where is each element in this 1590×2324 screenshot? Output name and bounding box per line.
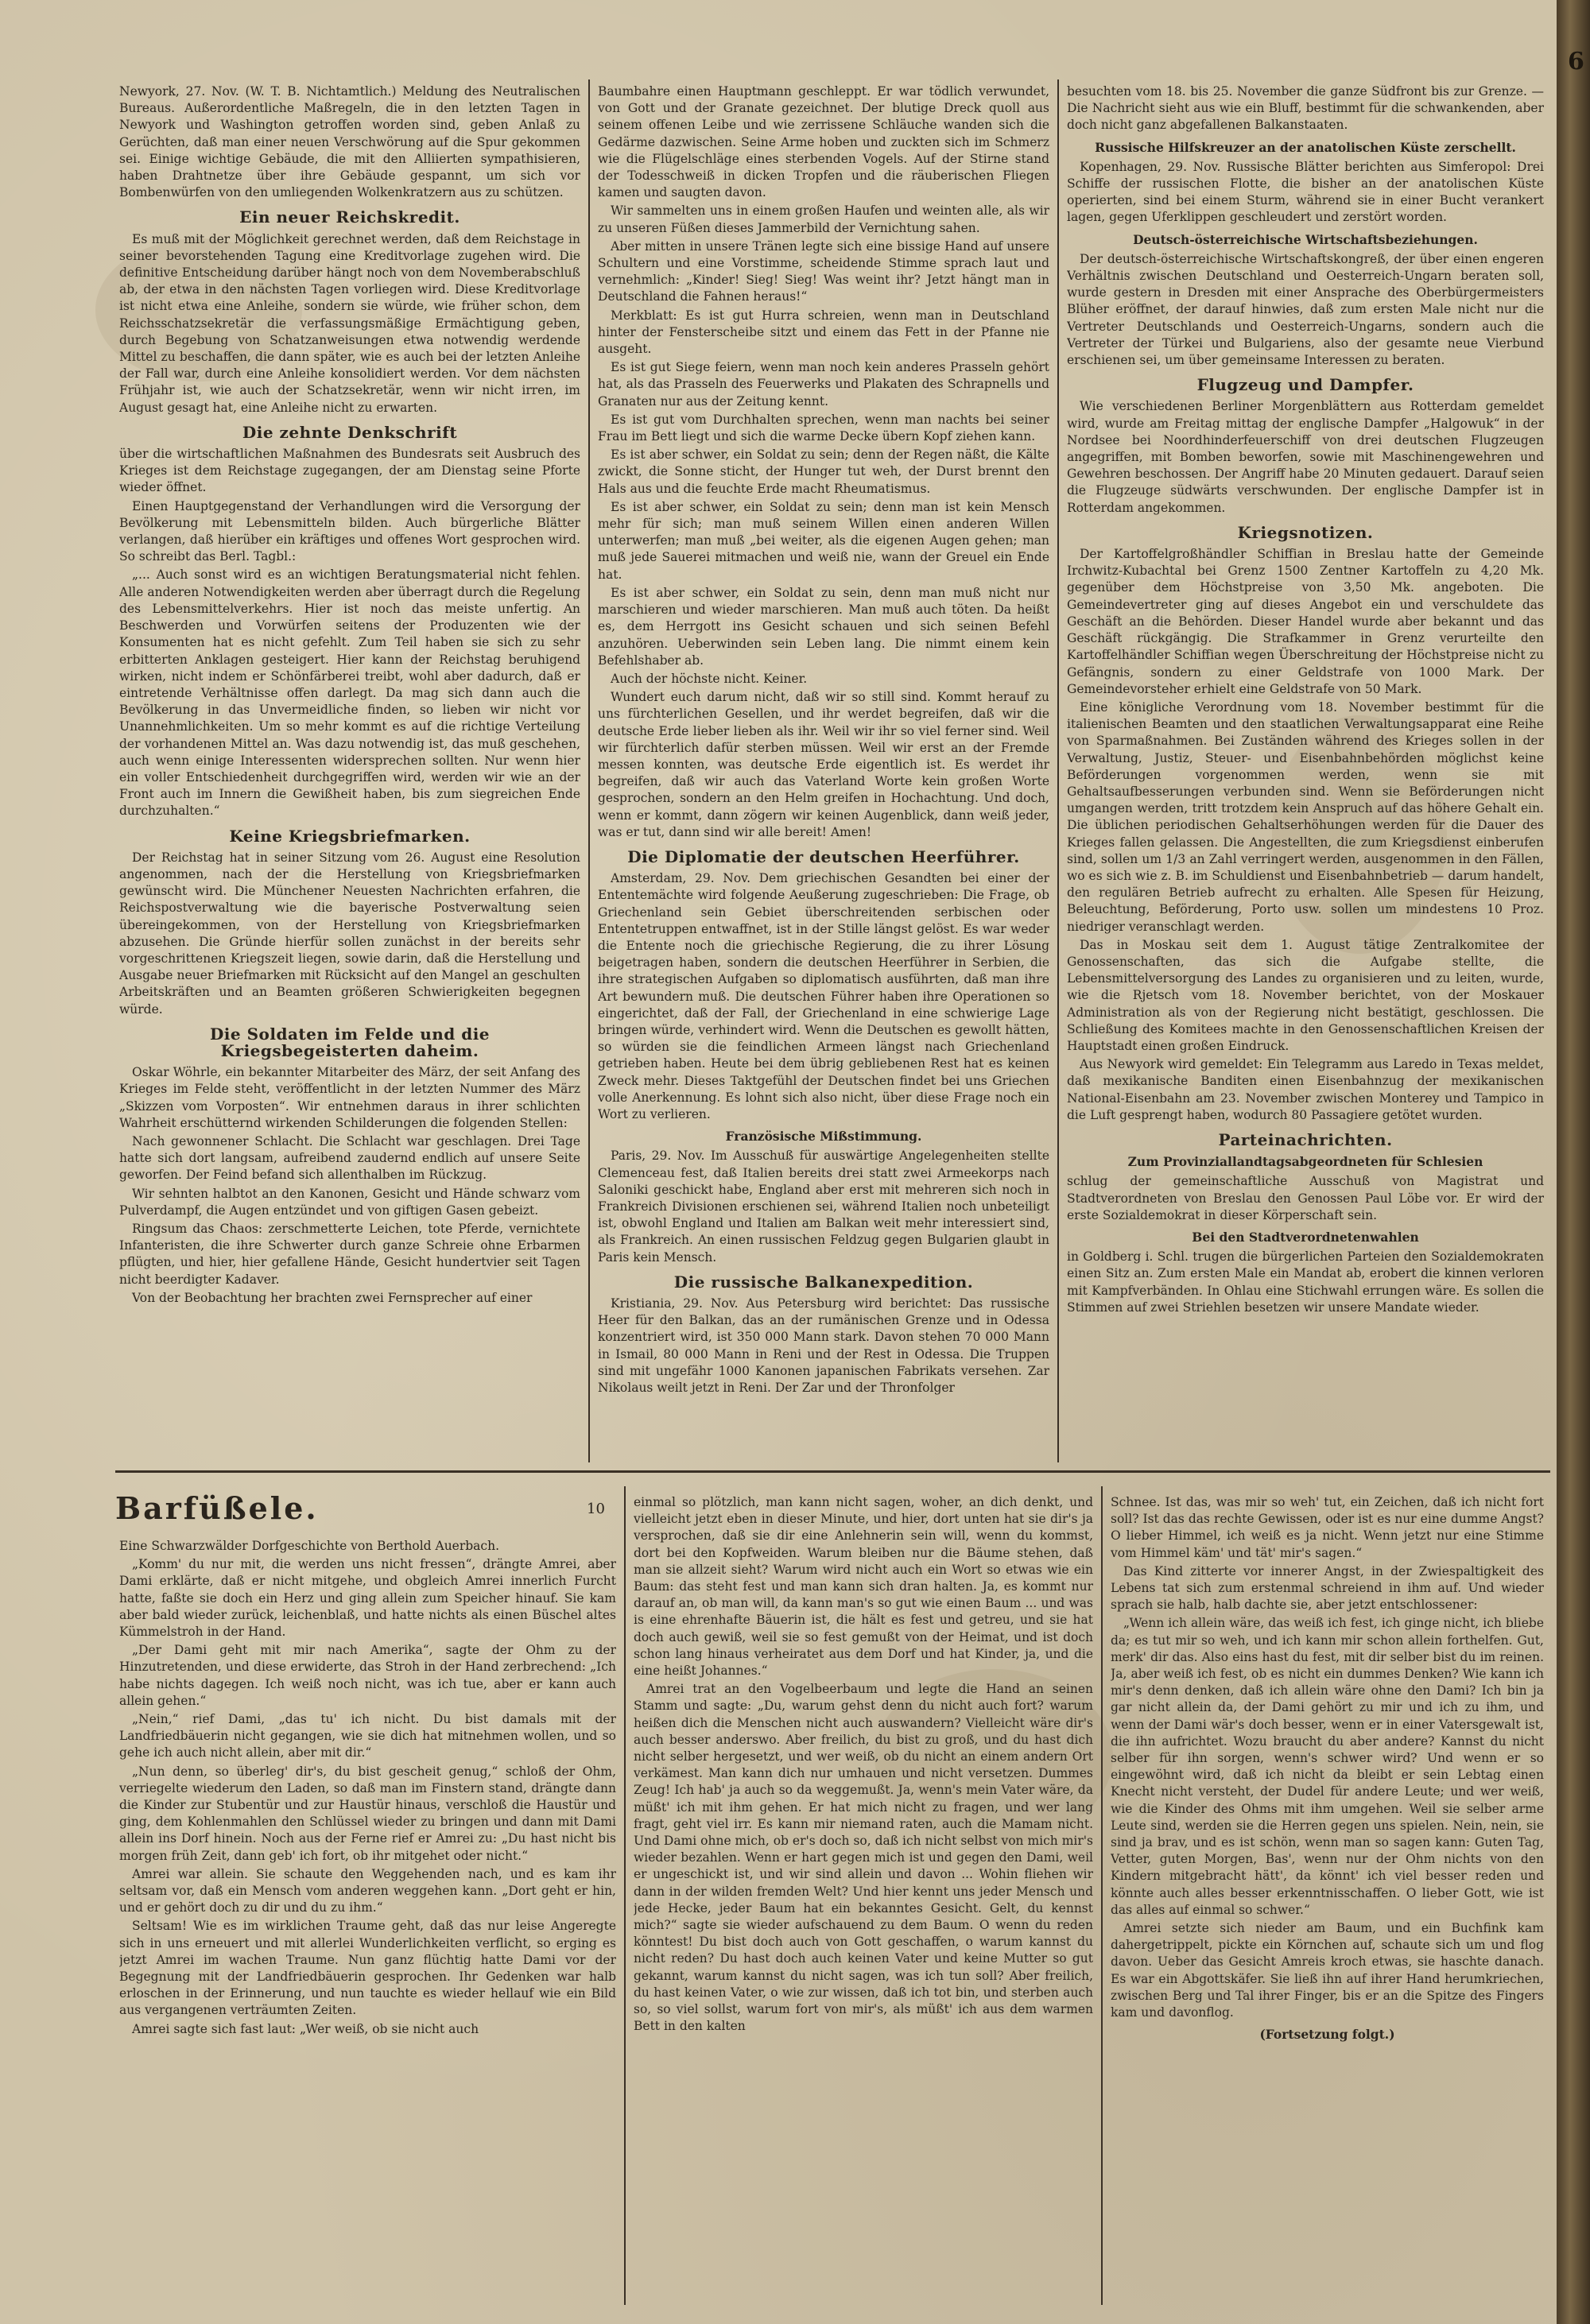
news-paragraph: Einen Hauptgegenstand der Verhandlungen wird die Versorgung der Bevölkerung mit Lebensmitteln bilden. Auch bürgerliche Blätter verlangen, daß hierüber ein kräftiges und offenes Wort gesprochen wird. So schreibt das Berl. Tagbl.: <box>119 498 580 564</box>
news-paragraph: Aus Newyork wird gemeldet: Ein Telegramm aus Laredo in Texas meldet, daß mexikanische Banditen einen Eisenbahnzug der mexikanischen National-Eisenbahn am 23. November zwischen Monterey und Tampico in die Luft gesprengt haben, wodurch 80 Passagiere getötet wurden. <box>1067 1057 1544 1122</box>
feuilleton-title: Barfüßele. <box>115 1490 319 1526</box>
news-paragraph: Paris, 29. Nov. Im Ausschuß für auswärtige Angelegenheiten stellte Clemenceau fest, daß Italien bereits drei statt zwei Armeekorps nach Saloniki geschickt habe, England aber erst mit mehreren sich noch in Frankreich Divisionen erschienen sei, während Italien noch unbeteiligt ist, obwohl England und Italien am Balkan weit mehr interessiert sind, als Frankreich. An einen russischen Feldzug gegen Bulgarien glaubt in Paris kein Mensch. <box>598 1148 1049 1265</box>
news-paragraph: „... Auch sonst wird es an wichtigen Beratungsmaterial nicht fehlen. Alle anderen Notwendigkeiten werden aber überragt durch die Regelung des Lebensmittelverkehrs. Hier ist noch das meiste unfertig. An Beschwerden und Vorwürfen seitens der Produzenten wie der Konsumenten hat es nicht gefehlt. Zum Teil haben sie sich zu sehr erbitterten Anklagen gesteigert. Hier kann der Reichstag beruhigend wirken, nicht indem er Schönfärberei treibt, wohl aber dadurch, daß er eintretende Verhältnisse offen darlegt. Da mag sich dann auch die Bevölkerung in das Unvermeidliche finden, so lieben wir nicht vor Unannehmlichkeiten. Um so mehr kommt es auf die richtige Verteilung der vorhandenen Mittel an. Was dazu notwendig ist, das muß geschehen, auch wenn einige Interessenten widersprechen sollten. Nur wenn hier ein voller Entschiedenheit durchgegriffen wird, werden wir wie an der Front auch im Innern die Gewißheit haben, bis zum siegreichen Ende durchzuhalten.“ <box>119 567 580 819</box>
byline: Eine Schwarzwälder Dorfgeschichte von Berthold Auerbach. <box>119 1539 500 1553</box>
column-2 <box>598 83 1049 1466</box>
column-rule <box>1101 1486 1103 2305</box>
news-paragraph: Eine königliche Verordnung vom 18. November bestimmt für die italienischen Beamten und den staatlichen Verwaltungsapparat eine Reihe von Sparmaßnahmen. Bei Zuständen während des Krieges sollen in der Verwaltung, Justiz, Steuer- und Eisenbahnbehörden möglichst keine Beförderungen vorgenommen werden, wenn sie mit Gehaltsaufbesserungen verbunden sind. Wenn sie Beförderungen nicht umgangen werden, tritt trotzdem kein Anspruch auf das höhere Gehalt ein. Die üblichen periodischen Gehaltserhöhungen werden für die Dauer des Krieges fallen gelassen. Die Angestellten, die zum Kriegsdienst einberufen sind, sollen um 1/3 an Zahl verringert werden, ausgenommen in den Fällen, wo es sich wie z. B. im Schuldienst und Eisenbahnbetrieb — darum handelt, den regulären Betrieb aufrecht zu erhalten. Alle Spesen für Heizung, Beleuchtung, Beförderung, Porto usw. sollen um mindestens 10 Proz. niedriger veranschlagt werden. <box>1067 699 1544 934</box>
headline: Französische Mißstimmung. <box>725 1129 922 1145</box>
headline: Die zehnte Denkschrift <box>242 422 458 442</box>
news-paragraph: Wir sehnten halbtot an den Kanonen, Gesicht und Hände schwarz vom Pulverdampf, die Augen entzündet und von giftigen Gasen gebeizt. <box>119 1186 580 1218</box>
story-paragraph: Amrei war allein. Sie schaute den Weggehenden nach, und es kam ihr seltsam vor, daß ein Mensch vom anderen weggehen kann. „Dort geht er hin, und er gehört doch zu dir und du zu ihm.“ <box>119 1866 616 1915</box>
column-rule <box>588 79 590 1462</box>
subheadline: Zum Provinziallandtagsabgeordneten für Schlesien <box>1127 1154 1483 1170</box>
story-paragraph: Amrei setzte sich nieder am Baum, und ein Buchfink kam dahergetrippelt, pickte ein Körnchen auf, schaute sich um und flog davon. Ueber das Gesicht Amreis kroch etwas, sie haschte danach. Es war ein Abgottskäfer. Sie ließ ihn auf ihrer Hand herumkriechen, zwischen Berg und Tal ihrer Finger, bis er an die Spitze des Fingers kam und davonflog. <box>1111 1921 1544 2020</box>
story-paragraph: „Wenn ich allein wäre, das weiß ich fest, ich ginge nicht, ich bliebe da; es tut mir so weh, und ich kann mir schon allein forthelfen. Gut, merk' dir das. Also eins hast du fest, mit dir selber bist du im reinen. Ja, aber weiß ich fest, ob es nicht ein dummes Denken? Wie kann ich mir's denn denken, daß ich allein wäre ohne den Dami? Ich bin ja gar nicht allein da, der Dami gehört zu mir und ich zu ihm, und wenn der Dami wär's doch besser, wenn er in einer Vatersgewalt ist, die ihn aufrichtet. Wozu braucht du aber andere? Kannst du nicht selber für ihn sorgen, wenn's schwer wird? Und wenn er so eingewöhnt wird, daß ich nicht da bleibt er sein Lebtag einen Knecht nicht versteht, der Dudel für andere Leute; und wer weiß, wie die Kinder des Ohms mit ihm umgehen. Weil sie selber arme Leute sind, werden sie die Herren gegen uns spielen. Nein, nein, sie sind ja brav, und es ist schön, wenn man so sagen kann: Guten Tag, Vetter, guten Morgen, Bas', wenn nur der Ohm nichts von den Kindern mitgebracht hätt', da könnt' ich viel besser reden und könnte auch alles besser erkenntnisschaffen. O lieber Gott, wie ist das alles auf einmal so schwer.“ <box>1111 1616 1544 1917</box>
news-paragraph: Es ist aber schwer, ein Soldat zu sein; denn der Regen näßt, die Kälte zwickt, die Sonne sticht, der Hunger tut weh, der Durst brennt den Hals aus und die feuchte Erde macht Rheumatismus. <box>598 447 1049 496</box>
news-paragraph: Der deutsch-österreichische Wirtschaftskongreß, der über einen engeren Verhältnis zwischen Deutschland und Oesterreich-Ungarn beraten soll, wurde gestern in Dresden mit einer Ansprache des Oberbürgermeisters Blüher eröffnet, der darauf hinwies, daß zum ersten Male nicht nur die Vertreter Deutschlands und Oesterreich-Ungarns, sondern auch die Vertreter der Türkei und Bulgariens, also der gesamte neue Vierbund erschienen sei, um über gemeinsame Interessen zu beraten. <box>1067 251 1544 368</box>
story-paragraph: Amrei trat an den Vogelbeerbaum und legte die Hand an seinen Stamm und sagte: „Du, warum gehst denn du nicht auch fort? warum heißen dich die Menschen nicht auch auswandern? Vielleicht wäre dir's auch besser anderswo. Aber freilich, du bist zu groß, und du hast dich nicht selber hergesetzt, und wer weiß, ob du nicht an einem andern Ort verkämest. Man kann dich nur umhauen und nicht versetzen. Dummes Zeug! Ich hab' ja auch so da weggemußt. Ja, wenn's mein Vater wäre, da müßt' ich mit ihm gehen. Er hat mich nicht zu fragen, und wer lang fragt, geht viel irr. Es kann mir niemand raten, auch die Mamam nicht. Und Dami ohne mich, ob er's doch so, daß ich nicht selbst von mich mir's wieder bezahlen. Wenn er hart gegen mich ist und gegen den Dami, weil er ungeschickt ist, und wir sind allein und davon ... Wohin fliehen wir dann in der wilden fremden Welt? Und hier kennt uns jeder Mensch und jede Hecke, jeder Baum hat ein bekanntes Gesicht. Gelt, du kennst mich?“ sagte sie wieder aufschauend zu dem Baum. O wenn du reden könntest! Du bist doch auch von Gott geschaffen, o warum kannst du nicht reden? Du hast doch auch keinen Vater und keine Mutter so gut gekannt, warum kannst du nicht sagen, was ich tun soll? Aber freilich, du hast keinen Vater, o wie zur wissen, daß ich tot bin, und sterben auch so, so viel sollst, warum fort von mir's, als müßt' ich aus dem warmen Bett in den kalten <box>634 1682 1093 2034</box>
news-paragraph: Es ist gut vom Durchhalten sprechen, wenn man nachts bei seiner Frau im Bett liegt und sich die warme Decke übern Kopf ziehen kann. <box>598 412 1049 444</box>
news-paragraph: Der Reichstag hat in seiner Sitzung vom 26. August eine Resolution angenommen, nach der die Herstellung von Kriegsbriefmarken gewünscht wird. Die Münchener Neuesten Nachrichten erfahren, die Reichspostverwaltung wie die bayerische Postverwaltung seien übereingekommen, von der Herstellung von Kriegsbriefmarken abzusehen. Die Gründe hierfür sollen zunächst in der bereits sehr vorgeschrittenen Kriegszeit liegen, sowie darin, daß die Herstellung und Ausgabe neuer Briefmarken mit Rücksicht auf den Mangel an geschulten Arbeitskräften und an Beamten größeren Schwierigkeiten begegnen würde. <box>119 850 580 1017</box>
news-paragraph: schlug der gemeinschaftliche Ausschuß von Magistrat und Stadtverordneten von Breslau den Genossen Paul Löbe vor. Er wird der erste Sozialdemokrat in dieser Körperschaft sein. <box>1067 1174 1544 1222</box>
feuilleton-column-2 <box>634 1494 1093 2309</box>
news-paragraph: besuchten vom 18. bis 25. November die ganze Südfront bis zur Grenze. — Die Nachricht sieht aus wie ein Bluff, bestimmt für die schwankenden, aber doch nicht ganz abgefallenen Balkanstaaten. <box>1067 84 1544 133</box>
story-paragraph: Schnee. Ist das, was mir so weh' tut, ein Zeichen, daß ich nicht fort soll? Ist das das rechte Gewissen, oder ist es nur eine dumme Angst? O lieber Himmel, ich weiß es ja nicht. Wenn jetzt nur eine Stimme vom Himmel käm' und tät' mir's sagen.“ <box>1111 1495 1544 1560</box>
news-paragraph: Wie verschiedenen Berliner Morgenblättern aus Rotterdam gemeldet wird, wurde am Freitag mittag der englische Dampfer „Halgowuk“ in der Nordsee bei Noordhinderfeuerschiff von drei deutschen Flugzeugen angegriffen, mit Bomben beworfen, sowie mit Maschinengewehren und Gewehren beschossen. Der Angriff habe 20 Minuten gedauert. Darauf seien die Flugzeuge südwärts verschwunden. Der englische Dampfer ist in Rotterdam angekommen. <box>1067 399 1544 515</box>
story-paragraph: „Nein,“ rief Dami, „das tu' ich nicht. Du bist damals mit der Landfriedbäuerin nicht gegangen, wie sie dich hat mitnehmen wollen, und so gehe ich auch nicht allein, aber mit dir.“ <box>119 1712 616 1760</box>
continued-note: (Fortsetzung folgt.) <box>1259 2027 1395 2043</box>
news-paragraph: über die wirtschaftlichen Maßnahmen des Bundesrats seit Ausbruch des Krieges ist dem Reichstage zugegangen, der am Dienstag seine Pforte wieder öffnet. <box>119 447 580 495</box>
news-paragraph: Kopenhagen, 29. Nov. Russische Blätter berichten aus Simferopol: Drei Schiffe der russischen Flotte, die bisher an der anatolischen Küste operierten, sind bei einem Sturm, während sie in einer Bucht verankert lagen, gegen Uferklippen geschleudert und zerstört worden. <box>1067 159 1544 225</box>
story-paragraph: einmal so plötzlich, man kann nicht sagen, woher, an dich denkt, und vielleicht jetzt eben in dieser Minute, und hier, dort unten hat sie dir's ja versprochen, daß sie dir eine Anlehnerin sein will, wenn du kommst, dort bei den Kopfweiden. Warum bleiben nur die Bäume stehen, daß man sie allzeit sieht? Warum wird nicht auch ein Wort so etwas wie ein Baum: das steht fest und man kann sich dran halten. Ja, es kommt nur darauf an, ob man will, da kann man's so gut wie einen Baum ... und was is eine ehrenhafte Bäuerin ist, die hält es fest und getreu, und sie hat doch auch gewiß, weil sie so fest gemußt von der Heimat, und ist doch schon lang hinaus verheiratet aus dem Dorf und hat Kinder, ja, und die eine heißt Johannes.“ <box>634 1495 1093 1679</box>
news-paragraph: in Goldberg i. Schl. trugen die bürgerlichen Parteien den Sozialdemokraten einen Sitz an. Zum ersten Male ein Mandat ab, erobert die kinnen verloren mit Kampfverbänden. In Ohlau eine Stichwahl errungen wäre. Es sollen die Stimmen auf zwei Striehlen besetzen wir unsere Mandate wieder. <box>1067 1249 1544 1315</box>
subheadline: Bei den Stadtverordnetenwahlen <box>1192 1230 1419 1245</box>
news-paragraph: Es ist aber schwer, ein Soldat zu sein, denn man muß nicht nur marschieren und wieder marschieren. Man muß auch töten. Da heißt es, dem Herrgott ins Gesicht schauen und sich seinen Befehl anzuhören. Ueberwinden sein Leben lang. Die nimmt einem kein Befehlshaber ab. <box>598 585 1049 668</box>
headline: Keine Kriegsbriefmarken. <box>229 826 471 846</box>
headline: Die Soldaten im Felde und die Kriegsbegeisterten daheim. <box>209 1024 491 1060</box>
news-paragraph: Wir sammelten uns in einem großen Haufen und weinten alle, als wir zu unseren Füßen dieses Jammerbild der Vernichtung sahen. <box>598 203 1049 235</box>
headline: Parteinachrichten. <box>1218 1129 1393 1149</box>
news-paragraph: Der Kartoffelgroßhändler Schiffian in Breslau hatte der Gemeinde Irchwitz-Kubachtal bei Grenz 1500 Zentner Kartoffeln zu 4,20 Mk. gegenüber dem Höchstpreise von 3,50 Mk. angeboten. Die Gemeindevertreter ging auf dieses Angebot ein und verschuldete das Geschäft an die Behörden. Dieser Handel wurde aber bekannt und das Geschäft rückgängig. Die Strafkammer in Grenz verurteilte den Kartoffelhändler Schiffian wegen Überschreitung der Höchstpreise nicht zu Gefängnis, sondern zu einer Geldstrafe von 1000 Mark. Der Gemeindevorsteher erhielt eine Geldstrafe von 50 Mark. <box>1067 547 1544 696</box>
story-paragraph: „Komm' du nur mit, die werden uns nicht fressen“, drängte Amrei, aber Dami erklärte, daß er nicht mitgehe, und obgleich Amrei innerlich Furcht hatte, faßte sie doch ein Herz und ging allein zum Speicher hinauf. Sie kam aber bald wieder zurück, leichenblaß, und hatte nichts als einen Büschel altes Kümmelstroh in der Hand. <box>119 1557 616 1640</box>
column-rule <box>1057 79 1059 1462</box>
news-paragraph: Es ist gut Siege feiern, wenn man noch kein anderes Prasseln gehört hat, als das Prasseln des Feuerwerks und Plakaten des Schrapnells und Granaten nur aus der Zeitung kennt. <box>598 360 1049 409</box>
news-paragraph: Oskar Wöhrle, ein bekannter Mitarbeiter des März, der seit Anfang des Krieges im Felde steht, veröffentlicht in der letzten Nummer des März „Skizzen vom Vorposten“. Wir entnehmen daraus in ihrer schlichten Wahrheit erschütternd wirkenden Schilderungen die folgenden Stellen: <box>119 1065 580 1130</box>
news-paragraph: Wundert euch darum nicht, daß wir so still sind. Kommt herauf zu uns fürchterlichen Gesellen, und ihr werdet begreifen, daß wir die deutsche Erde lieber lieben als ihr. Weil wir ihr so viel ferner sind. Weil wir fürchterlich dafür sterben müssen. Weil wir erst an der Fremde messen konnten, was deutsche Erde eigentlich ist. Es werdet ihr begreifen, daß wir auch das Vaterland Worte kein großen Worte gesprochen, sondern an den Helm greifen in Hochachtung. Und doch, wenn er kommt, dann zögern wir keinen Augenblick, dann weiß jeder, was er tut, dann sind wir alle bereit! Amen! <box>598 690 1049 839</box>
news-paragraph: Amsterdam, 29. Nov. Dem griechischen Gesandten bei einer der Ententemächte wird folgende Aeußerung zugeschrieben: Die Frage, ob Griechenland sein Gebiet überschreitenden serbischen oder Ententetruppen entwaffnet, ist in der Stille längst gelöst. Es war weder die Entente noch die griechische Regierung, die zu ihrer Lösung beigetragen haben, sondern die deutschen Heerführer in Serbien, die ihre strategischen Aufgaben so diplomatisch ausführten, daß man ihre Art bewundern muß. Die deutschen Führer haben ihre Operationen so eingerichtet, daß der Fall, der Griechenland in eine schwierige Lage bringen würde, verhindert wird. Wenn die Deutschen es gewollt hätten, so würden sie die feindlichen Armeen längst nach Griechenland getrieben haben. Heute bei dem übrig gebliebenen Rest hat es keinen Zweck mehr. Dieses Taktgefühl der Deutschen findet bei uns Griechen volle Anerkennung. Es lohnt sich also nicht, über diese Frage noch ein Wort zu verlieren. <box>598 871 1049 1121</box>
headline: Russische Hilfskreuzer an der anatolischen Küste zerschellt. <box>1095 139 1516 155</box>
headline: Flugzeug und Dampfer. <box>1196 375 1414 395</box>
story-paragraph: Seltsam! Wie es im wirklichen Traume geht, daß das nur leise Angeregte sich in uns erneuert und mit allerlei Wunderlichkeiten verflicht, so erging es jetzt Amrei im wachen Traume. Nun ganz flüchtig hatte Dami vor der Begegnung mit der Landfriedbäuerin gesprochen. Ihr Gedenken war halb erloschen in der Erinnerung, und nun tauchte es wieder hellauf wie ein Bild aus vergangenen verträumten Zeiten. <box>119 1919 616 2018</box>
news-paragraph: Das in Moskau seit dem 1. August tätige Zentralkomitee der Genossenschaften, das sich die Aufgabe stellte, die Lebensmittelversorgung des Landes zu organisieren und zu leiten, wurde, wie die Rjetsch vom 18. November berichtet, von der Moskauer Administration als von der Regierung nicht bestätigt, geschlossen. Die Schließung des Komitees machte in den Genossenschaftlichen Kreisen der Hauptstadt einen großen Eindruck. <box>1067 937 1544 1053</box>
feuilleton-column-1 <box>119 1538 616 2309</box>
news-paragraph: Baumbahre einen Hauptmann geschleppt. Er war tödlich verwundet, von Gott und der Granate gezeichnet. Der blutige Dreck quoll aus seinem offenen Leibe und wie zerrissene Schläuche wanden sich die Gedärme dazwischen. Seine Arme hoben und zuckten sich im Schmerz wie die Flügelschläge eines sterbenden Vogels. Auf der Stirne stand der Todesschweiß in dicken Tropfen und die räuberischen Fliegen kamen und saugten davon. <box>598 84 1049 200</box>
story-paragraph: „Nun denn, so überleg' dir's, du bist gescheit genug,“ schloß der Ohm, verriegelte wiederum den Laden, so daß man im Finstern stand, drängte dann die Kinder zur Stubentür und zur Haustür hinaus, verschloß die Haustür und ging, dem Kohlenmahlen den Schlüssel wieder zu bringen und dann mit Dami allein ins Dorf hinein. Noch aus der Ferne rief er Amrei zu: „Du hast nicht bis morgen früh Zeit, dann geb' ich fort, ob ihr mitgehet oder nicht.“ <box>119 1764 616 1863</box>
news-paragraph: Merkblatt: Es ist gut Hurra schreien, wenn man in Deutschland hinter der Fensterscheibe sitzt und einem das Fett in der Pfanne nie ausgeht. <box>598 308 1049 357</box>
installment-number: 10 <box>587 1501 605 1517</box>
feuilleton-rule <box>115 1470 1550 1473</box>
news-paragraph: Ringsum das Chaos: zerschmetterte Leichen, tote Pferde, vernichtete Infanteristen, die ihre Schwerter durch ganze Schreie ohne Erbarmen pflügten, und hier, hier gefallene Hände, Gesicht hundertvier seit Tagen nicht beerdigter Kadaver. <box>119 1222 580 1287</box>
page-number: 6 <box>1568 48 1584 76</box>
column-3 <box>1067 83 1544 1466</box>
story-paragraph: Amrei sagte sich fast laut: „Wer weiß, ob sie nicht auch <box>132 2021 479 2036</box>
story-paragraph: „Der Dami geht mit mir nach Amerika“, sagte der Ohm zu der Hinzutretenden, und diese erwiderte, das Stroh in der Hand zerbrechend: „Ich habe nichts dagegen. Ich weiß noch nicht, was ich tue, aber er kann auch allein gehen.“ <box>119 1643 616 1708</box>
news-paragraph: Kristiania, 29. Nov. Aus Petersburg wird berichtet: Das russische Heer für den Balkan, das an der rumänischen Grenze und in Odessa konzentriert wird, ist 350 000 Mann stark. Davon stehen 70 000 Mann in Ismail, 80 000 Mann in Reni und der Rest in Odessa. Die Truppen sind mit ungefähr 1000 Kanonen japanischen Fabrikats versehen. Zar Nikolaus weilt jetzt in Reni. Der Zar und der Thronfolger <box>598 1296 1049 1396</box>
story-paragraph: Das Kind zitterte vor innerer Angst, in der Zwiespaltigkeit des Lebens tat sich zum erstenmal schreiend in ihm auf. Und wieder sprach sie halb, halb dachte sie, aber jetzt entschlossener: <box>1111 1563 1544 1613</box>
news-paragraph: Auch der höchste nicht. Keiner. <box>611 671 808 686</box>
book-binding <box>1557 0 1590 2324</box>
feuilleton-column-3 <box>1111 1494 1544 2309</box>
headline: Kriegsnotizen. <box>1237 522 1374 542</box>
column-1 <box>119 83 580 1466</box>
column-rule <box>624 1486 626 2305</box>
headline: Die Diplomatie der deutschen Heerführer. <box>627 846 1020 866</box>
news-paragraph: Nach gewonnener Schlacht. Die Schlacht war geschlagen. Drei Tage hatte sich dort langsam, aufreibend zaudernd endlich auf unsere Seite geworfen. Der Feind befand sich allenthalben im Rückzug. <box>119 1133 580 1183</box>
news-paragraph: Aber mitten in unsere Tränen legte sich eine bissige Hand auf unsere Schultern und eine Vorstimme, scheidende Stimme sprach laut und vernehmlich: „Kinder! Sieg! Sieg! Was weint ihr? Jetzt hängt man in Deutschland die Fahnen heraus!“ <box>598 238 1049 304</box>
headline: Die russische Balkanexpedition. <box>673 1272 974 1292</box>
news-paragraph: Newyork, 27. Nov. (W. T. B. Nichtamtlich.) Meldung des Neutralischen Bureaus. Außerordentliche Maßregeln, die in den letzten Tagen in Newyork und Washington getroffen worden sind, geben Anlaß zu Gerüchten, daß man einer neuen Verschwörung auf die Spur gekommen sei. Einige wichtige Gebäude, die mit den Alliierten sympathisieren, haben Drahtnetze über ihre Gebäude gespannt, um sich vor Bombenwürfen von den umliegenden Wolkenkratzern aus zu schützen. <box>119 84 580 200</box>
headline: Ein neuer Reichskredit. <box>239 207 460 227</box>
headline: Deutsch-österreichische Wirtschaftsbeziehungen. <box>1133 231 1478 247</box>
news-paragraph: Es ist aber schwer, ein Soldat zu sein; denn man ist kein Mensch mehr für sich; man muß seinem Willen einen anderen Willen unterwerfen; man muß „bei weiter, als die eigenen Augen gehen; man muß jede Sauerei mitmachen und weiß nie, wann der Greuel ein Ende hat. <box>598 499 1049 582</box>
news-paragraph: Von der Beobachtung her brachten zwei Fernsprecher auf einer <box>132 1290 533 1305</box>
news-paragraph: Es muß mit der Möglichkeit gerechnet werden, daß dem Reichstage in seiner bevorstehenden Tagung eine Kreditvorlage zugehen wird. Die definitive Entscheidung darüber hängt noch von dem Novemberabschluß ab, der etwa in den nächsten Tagen vorliegen wird. Diese Kreditvorlage ist nicht etwa eine Anleihe, sondern sie würde, wie früher schon, dem Reichsschatzsekretär die verfassungsmäßige Ermächtigung geben, durch Begebung von Schatzanweisungen etwa notwendig werdende Mittel zu beschaffen, die dann später, wie es auch bei der letzten Anleihe der Fall war, durch eine Anleihe konsolidiert werden. Vor dem nächsten Frühjahr ist, wie auch der Schatzsekretär, wenn wir nicht irren, im August gesagt hat, eine Anleihe nicht zu erwarten. <box>119 231 580 415</box>
